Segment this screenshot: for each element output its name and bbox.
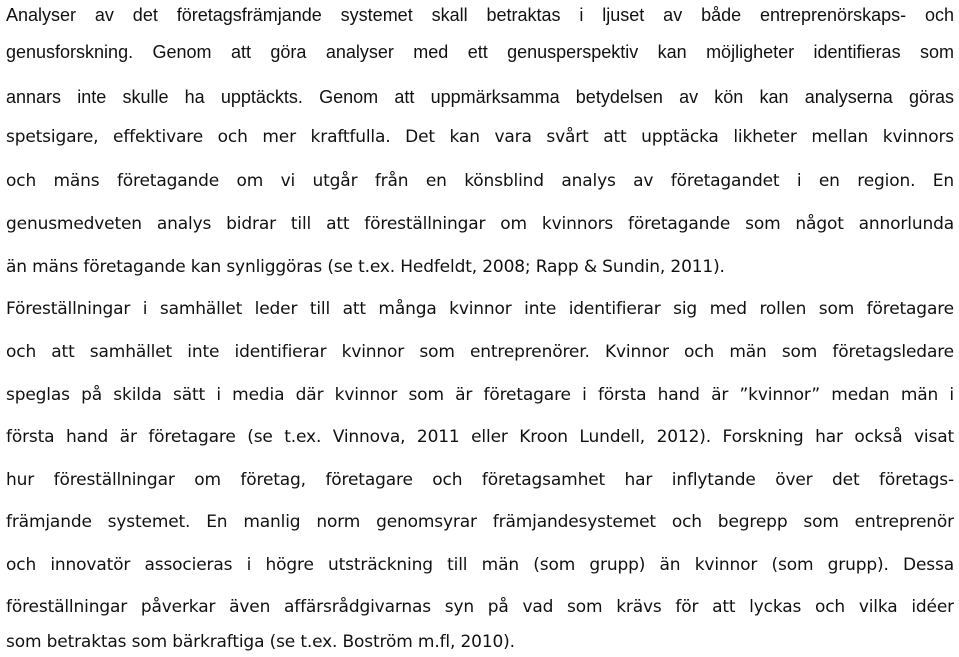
text-line: som betraktas som bärkraftiga (se t.ex. Boström m.fl, 2010). (6, 632, 515, 652)
text-line: hur föreställningar om företag, företagare och företagsamhet har inflytande över det företags- (6, 470, 954, 490)
text-line: annars inte skulle ha upptäckts. Genom att uppmärksamma betydelsen av kön kan analyserna göras (6, 87, 954, 107)
text-line: Analyser av det företagsfrämjande systemet skall betraktas i ljuset av både entreprenörskaps- och (6, 5, 954, 25)
text-line: genusmedveten analys bidrar till att föreställningar om kvinnors företagande som något annorlunda (6, 214, 954, 234)
text-line: speglas på skilda sätt i media där kvinnor som är företagare i första hand är ”kvinnor” medan män i (6, 385, 954, 405)
text-line: än mäns företagande kan synliggöras (se t.ex. Hedfeldt, 2008; Rapp & Sundin, 2011). (6, 257, 725, 277)
text-line: genusforskning. Genom att göra analyser med ett genusperspektiv kan möjligheter identifieras som (6, 42, 954, 62)
text-line: och mäns företagande om vi utgår från en könsblind analys av företagandet i en region. En (6, 171, 954, 191)
text-line: första hand är företagare (se t.ex. Vinnova, 2011 eller Kroon Lundell, 2012). Forskning har också visat (6, 427, 954, 447)
text-line: och att samhället inte identifierar kvinnor som entreprenörer. Kvinnor och män som företagsledare (6, 342, 954, 362)
text-line: främjande systemet. En manlig norm genomsyrar främjandesystemet och begrepp som entreprenör (6, 512, 954, 532)
text-line: spetsigare, effektivare och mer kraftfulla. Det kan vara svårt att upptäcka likheter mellan kvinnors (6, 127, 954, 147)
text-line: Föreställningar i samhället leder till att många kvinnor inte identifierar sig med rollen som företagare (6, 299, 954, 319)
text-line: föreställningar påverkar även affärsrådgivarnas syn på vad som krävs för att lyckas och vilka idéer (6, 597, 954, 617)
text-line: och innovatör associeras i högre utsträckning till män (som grupp) än kvinnor (som grupp). Dessa (6, 555, 954, 575)
